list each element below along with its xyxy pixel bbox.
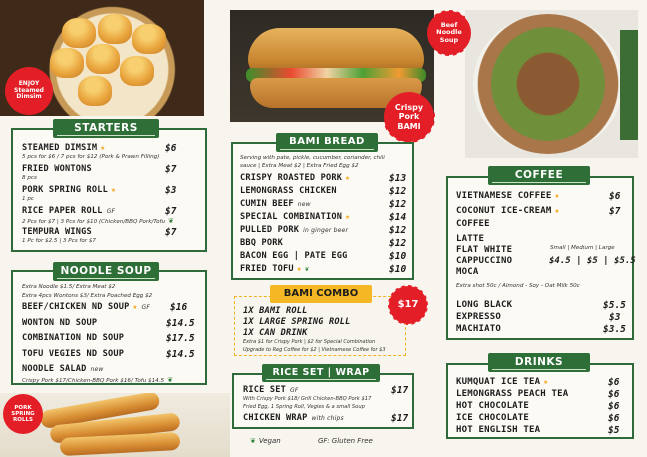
menu-item-name: KUMQUAT ICE TEA ★ [456,377,549,387]
menu-item-price: $12 [389,238,407,249]
badge-rolls: PORK SPRING ROLLS [6,397,40,431]
menu-item-name: BBQ PORK [240,238,283,248]
menu-item-name: RICE PAPER ROLL GF [22,206,116,216]
menu-item-price: $12 [389,199,407,210]
badge-soup: Beef Noodle Soup [430,14,468,52]
star-icon: ★ [345,173,351,182]
menu-item-name: TEMPURA WINGS [22,227,92,237]
coffee-group-item: CAPPUCCINO [456,256,513,266]
menu-item-name: COMBINATION ND SOUP [22,333,125,343]
star-icon: ★ [554,191,560,200]
menu-item-price: $3.5 [603,324,626,335]
menu-item-price: $12 [389,225,407,236]
menu-item-name: COCONUT ICE-CREAM ★ [456,206,560,216]
menu-item-name: WONTON ND SOUP [22,318,98,328]
coffee-sizes: Small | Medium | Large [550,245,615,251]
menu-item-price: $6 [608,389,620,400]
menu-item-name: TOFU VEGIES ND SOUP [22,349,125,359]
menu-item-price: $14.5 [166,318,195,329]
bami-desc: Serving with pate, pickle, cucumber, coriander, chili [240,155,385,161]
coffee-extra: Extra shot 50c / Almond - Soy - Oat Milk 50c [456,283,580,289]
badge-dimsim: ENJOY Steamed Dimsim [8,70,50,112]
menu-item-name: RICE SET GF [243,385,299,395]
coffee-group-item: MOCA [456,267,479,277]
menu-item-price: $6 [609,191,621,202]
menu-item-price: $7 [165,206,177,217]
rice-set-desc: With Crispy Pork $18/ Grill Chicken-BBQ Pork $17 [243,396,372,402]
dumpling [132,24,166,54]
noodle-soup-header: NOODLE SOUP [53,262,159,281]
menu-item-price: $5 [608,425,620,436]
menu-item-name: HOT ENGLISH TEA [456,425,541,435]
dumpling [62,18,96,48]
leaf-decoration [620,30,638,140]
new-tag: new [297,201,311,208]
menu-item-price: $6 [608,401,620,412]
menu-item-price: $16 [170,302,188,313]
dumpling [120,56,154,86]
menu-item-name: LEMONGRASS CHICKEN [240,186,337,196]
menu-item-price: $6 [608,377,620,388]
star-icon: ★ [543,377,549,386]
menu-item-name: SPECIAL COMBINATION ★ [240,212,351,222]
menu-item-price: $12 [389,186,407,197]
menu-item-name: CHICKEN WRAP with chips [243,413,344,423]
menu-item-name: COFFEE [456,219,490,229]
menu-item-desc: 1 Pc for $2.5 | 3 Pcs for $7 [22,238,96,244]
menu-item-desc: 2 Pcs for $7 | 3 Pcs for $10 (Chicken/BBQ Pork/Tofu ❦ [22,217,174,225]
gf-tag: GF [141,304,151,311]
badge-bami: Crispy Pork BAMI [387,95,431,139]
menu-item-name: VIETNAMESE COFFEE ★ [456,191,560,201]
menu-item-price: $14.5 [166,349,195,360]
combo-header: BAMI COMBO [270,285,372,303]
menu-item-desc: 8 pcs [22,175,37,181]
menu-item-name: PORK SPRING ROLL ★ [22,185,117,195]
dumpling [98,14,132,44]
menu-item-price: $7 [165,227,177,238]
combo-note: Upgrade to Reg Coffee for $2 | Vietnamese Coffee for $3 [243,347,386,353]
menu-item-price: $10 [389,251,407,262]
menu-item-price: $6 [165,143,177,154]
menu-item-price: $10 [389,264,407,275]
noodle-note: Extra Noodle $1.5/ Extra Meat $2 [22,284,116,290]
gf-tag: GF [290,387,299,394]
rice-set-header: RICE SET | WRAP [262,364,380,382]
drinks-header: DRINKS [488,353,590,372]
combo-note: Extra $1 for Crispy Pork | $2 for Special Combination [243,339,376,345]
menu-item-name: CUMIN BEEF new [240,199,311,209]
soup-bowl [473,14,623,154]
menu-item-price: $13 [389,173,407,184]
star-icon: ★ [345,212,351,221]
coffee-header: COFFEE [488,166,590,185]
menu-item-name: MACHIATO [456,324,501,334]
star-icon: ★ [296,264,302,273]
bami-desc: sauce | Extra Meat $2 | Extra Fried Egg $2 [240,163,359,169]
menu-item-name: NOODLE SALAD new [22,364,104,374]
menu-item-price: $6 [608,413,620,424]
legend-vegan: ❦ Vegan [250,437,281,445]
menu-item-name: LONG BLACK [456,300,513,310]
star-icon: ★ [110,185,117,194]
vegan-leaf-icon: ❦ [250,437,256,445]
star-icon: ★ [132,302,138,311]
rice-set-desc: Fried Egg, 1 Spring Roll, Vegies & a small Soup [243,404,365,410]
menu-item-price: $3 [609,312,621,323]
menu-item-price: $7 [165,164,177,175]
combo-line: 1X BAMI ROLL [243,306,308,316]
menu-item-name: LEMONGRASS PEACH TEA [456,389,569,399]
combo-line: 1X CAN DRINK [243,328,308,338]
dumpling [86,44,120,74]
menu-item-price: $5.5 [603,300,626,311]
menu-item-desc: 1 pc [22,196,34,202]
legend-gf: GF: Gluten Free [318,437,373,445]
menu-item-name: FRIED TOFU ★ ❦ [240,264,310,274]
menu-item-name: ICE CHOCOLATE [456,413,530,423]
menu-item-name: BEEF/CHICKEN ND SOUP ★ GF [22,302,151,312]
dumpling [78,76,112,106]
vegan-leaf-icon: ❦ [168,217,174,225]
vegan-leaf-icon: ❦ [304,265,310,273]
bami-header: BAMI BREAD [276,133,378,152]
menu-item-name: EXPRESSO [456,312,501,322]
menu-item-price: $17.5 [166,333,195,344]
menu-item-name: BACON EGG | PATE EGG [240,251,348,261]
menu-item-price: $7 [609,206,621,217]
with-chips-note: with chips [311,415,344,422]
noodle-note: Extra 4pcs Wontons $3/ Extra Poached Egg $2 [22,293,153,299]
gf-tag: GF [106,208,116,215]
menu-item-name: CRISPY ROASTED PORK ★ [240,173,351,183]
pulled-pork-note: in ginger beer [303,227,349,234]
star-icon: ★ [554,206,560,215]
combo-price-badge: $17 [392,289,424,321]
menu-item-price: $3 [165,185,177,196]
menu-item-price: $14 [389,212,407,223]
star-icon: ★ [100,143,106,152]
menu-item-name: PULLED PORK in ginger beer [240,225,349,235]
menu-item-name: STEAMED DIMSIM ★ [22,143,106,153]
dumpling [50,48,84,78]
coffee-group-price: $4.5 | $5 | $5.5 [549,256,636,266]
coffee-group-item: LATTE [456,234,485,244]
combo-line: 1X LARGE SPRING ROLL [243,317,351,327]
menu-item-price: $17 [391,413,409,424]
menu-item-desc: Crispy Pork $17/Chicken-BBQ Pork $16/ Tofu $14.5 ❦ [22,376,173,384]
vegan-leaf-icon: ❦ [167,376,173,384]
new-tag: new [90,366,104,373]
soup-photo [465,10,638,158]
starters-header: STARTERS [53,119,159,138]
menu-item-name: FRIED WONTONS [22,164,92,174]
coffee-group-item: FLAT WHITE [456,245,513,255]
menu-item-price: $17 [391,385,409,396]
menu-item-desc: 5 pcs for $6 / 7 pcs for $12 (Pork & Prawn Filling) [22,154,160,160]
menu-item-name: HOT CHOCOLATE [456,401,530,411]
